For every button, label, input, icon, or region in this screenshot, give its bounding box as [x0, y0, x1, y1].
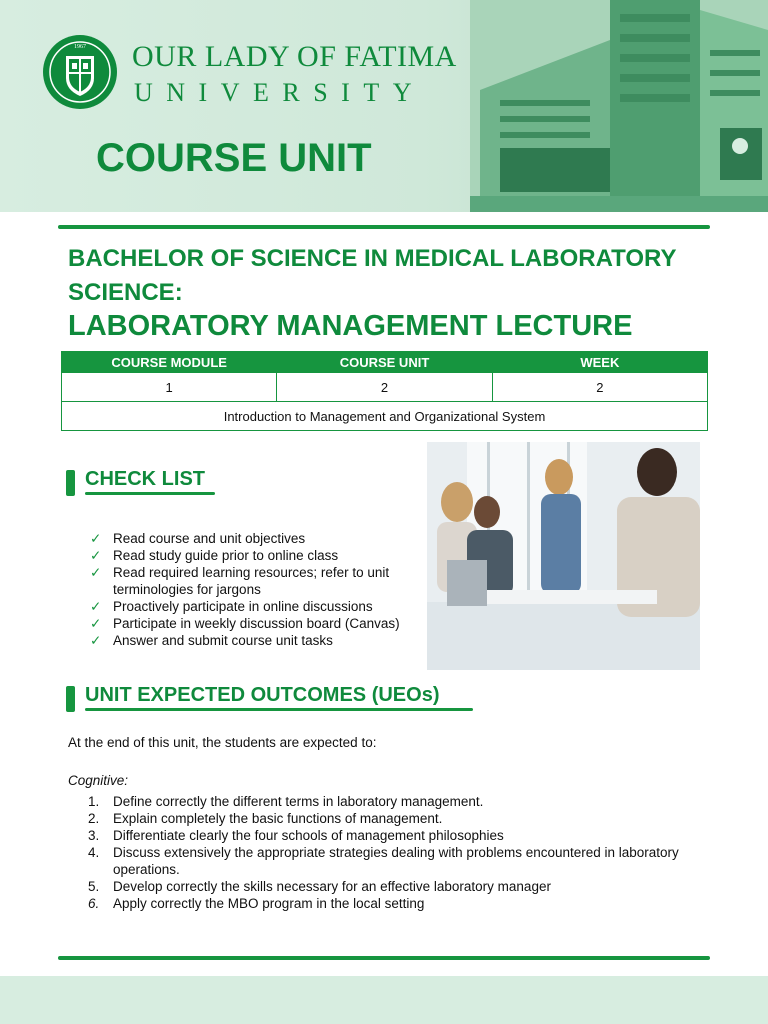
outcomes-intro: At the end of this unit, the students are expected to: [68, 735, 377, 750]
value-course-unit: 2 [277, 373, 492, 402]
check-mark-icon: ✓ [90, 531, 102, 546]
value-week: 2 [492, 373, 707, 402]
checklist [90, 530, 430, 649]
check-mark-icon: ✓ [90, 633, 102, 648]
list-item: ✓ Proactively participate in online discussions [90, 599, 373, 614]
list-item: 5. Develop correctly the skills necessary for an effective laboratory manager [88, 879, 551, 894]
university-subtitle: UNIVERSITY [134, 78, 425, 107]
page-title: COURSE UNIT [96, 136, 372, 180]
header-course-module: COURSE MODULE [62, 352, 277, 373]
university-seal-icon [42, 34, 118, 110]
section-underline [85, 708, 473, 711]
svg-text:1967: 1967 [74, 44, 86, 50]
list-item: 4. Discuss extensively the appropriate strategies dealing with problems encountered in laboratory operations. [88, 845, 679, 877]
divider-top [58, 225, 710, 229]
footer-band [0, 976, 768, 1024]
list-item: 3. Differentiate clearly the four schools of management philosophies [88, 828, 504, 843]
list-item: ✓ Read study guide prior to online class [90, 548, 339, 563]
value-course-module: 1 [62, 373, 277, 402]
section-marker [66, 470, 75, 496]
program-name: BACHELOR OF SCIENCE IN MEDICAL LABORATORY SCIENCE: [68, 245, 677, 306]
unit-topic: Introduction to Management and Organizational System [62, 402, 708, 431]
header-course-unit: COURSE UNIT [277, 352, 492, 373]
course-name: LABORATORY MANAGEMENT LECTURE [68, 310, 633, 342]
meeting-photo [427, 442, 700, 670]
list-item: 2. Explain completely the basic functions of management. [88, 811, 443, 826]
checklist-title: CHECK LIST [85, 468, 205, 490]
list-item: ✓ Read required learning resources; refer to unit terminologies for jargons [90, 565, 390, 597]
list-item: 1. Define correctly the different terms in laboratory management. [88, 794, 484, 809]
divider-bottom [58, 956, 710, 960]
section-underline [85, 492, 215, 495]
header-week: WEEK [492, 352, 707, 373]
outcomes-list [88, 793, 688, 912]
table-row [62, 402, 708, 431]
section-marker [66, 686, 75, 712]
list-item: ✓ Read course and unit objectives [90, 531, 306, 546]
list-item: ✓ Answer and submit course unit tasks [90, 633, 333, 648]
check-mark-icon: ✓ [90, 565, 102, 580]
list-item: 6. Apply correctly the MBO program in the local setting [88, 896, 425, 911]
header-banner [0, 0, 768, 212]
list-item: ✓ Participate in weekly discussion board (Canvas) [90, 616, 400, 631]
check-mark-icon: ✓ [90, 616, 102, 631]
check-mark-icon: ✓ [90, 548, 102, 563]
outcome-category: Cognitive: [68, 773, 129, 788]
table-row [62, 373, 708, 402]
course-info-table [61, 351, 708, 431]
outcomes-title: UNIT EXPECTED OUTCOMES (UEOs) [85, 684, 440, 706]
campus-building-image [470, 0, 768, 212]
university-name: OUR LADY OF FATIMA [132, 40, 457, 73]
check-mark-icon: ✓ [90, 599, 102, 614]
table-header-row [62, 352, 708, 373]
